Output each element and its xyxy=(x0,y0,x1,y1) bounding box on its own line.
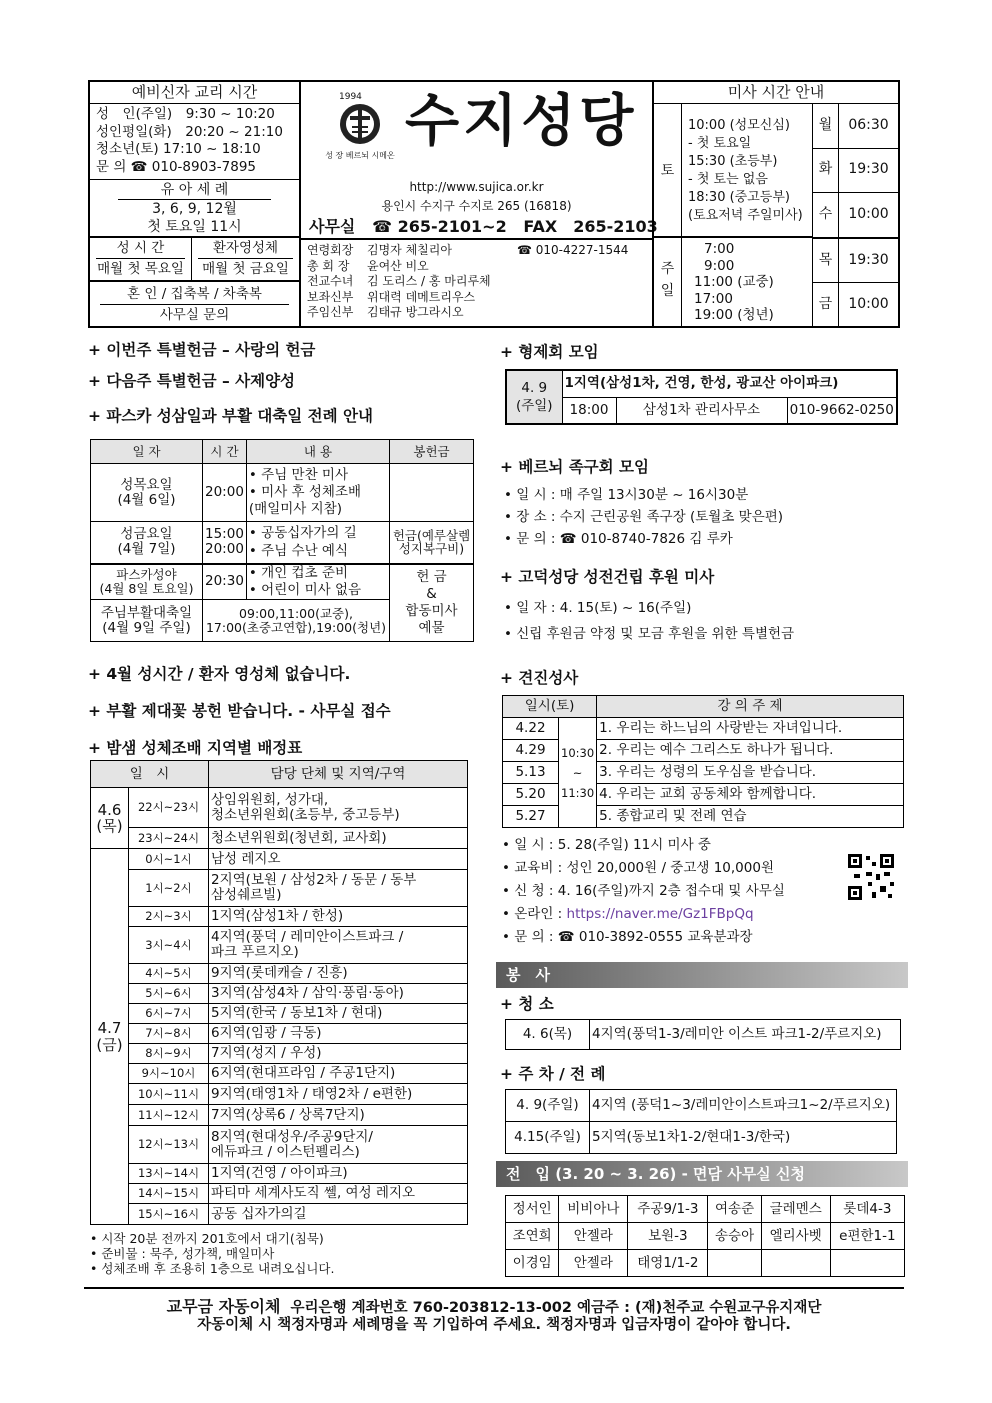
catechumen-lines xyxy=(90,104,299,180)
infant-baptism-when: 첫 토요일 11시 xyxy=(147,219,242,235)
confirmation-title: + 견진성사 xyxy=(500,669,579,687)
easter-title: + 파스카 성삼일과 부활 대축일 전례 안내 xyxy=(88,407,373,425)
sunday-label: 주 일 xyxy=(654,238,682,326)
staff-row: 총 회 장 윤여산 비오 xyxy=(307,258,429,273)
weekday-mass-table: 월 06:30 화 19:30 수 10:00 목 19:30 금 10:00 xyxy=(812,104,898,326)
transfer-row: 이경임 안젤라 태영1/1-2 xyxy=(506,1250,905,1277)
vigil-row: 15시~16시 공동 십자가의길 xyxy=(91,1204,468,1225)
staff-list xyxy=(301,238,652,326)
catechumen-line: 문 의 ☎ 010-8903-7895 xyxy=(96,158,256,175)
vigil-row: 4.6 (목) 22시~23시 상임위원회, 성가대, 청소년위원회(초등부, 중고등부) xyxy=(91,788,468,828)
vigil-row: 14시~15시 파티마 세계사도직 쎌, 여성 레지오 xyxy=(91,1184,468,1204)
office-label: 사무실 xyxy=(309,217,356,236)
brothers-table: 4. 9 (주일) 1지역(삼성1차, 건영, 한성, 광교산 아이파크) 18:00 삼성1차 관리사무소 010-9662-0250 xyxy=(505,369,898,425)
brothers-title: + 형제회 모임 xyxy=(500,343,599,361)
staff-row: 연령회장 김명자 체칠리아 ☎ 010-4227-1544 xyxy=(307,243,629,257)
staff-row: 보좌신부 위대력 데메트리우스 xyxy=(307,289,476,304)
confirmation-table: 일시(토) 강 의 주 제 4.22 10:30 ~ 11:30 1. 우리는 하느님의 사랑받는 자녀입니다. 4.29 2. 우리는 예수 그리스도 하나가 됩니다. 5.13 3. 우리는 성령의 도우심을 받습니다. 5.20 4. 우리는 교회 공동체와 함께합니다. 5.27 5. 종합교리 및 전례 연습 xyxy=(502,695,904,828)
vigil-row: 8시~9시 7지역(성지 / 우성) xyxy=(91,1044,468,1064)
infant-baptism-title: 유 아 세 례 xyxy=(118,181,271,200)
holy-hour-title: 성 시 간 xyxy=(96,238,185,259)
transfer-row: 조연희 안젤라 보원-3 송승아 엘리사벳 e편한1-1 xyxy=(506,1223,905,1250)
vigil-row: 3시~4시 4지역(풍덕 / 레미안이스트파크 / 파크 푸르지오) xyxy=(91,927,468,964)
office-contact xyxy=(309,214,658,237)
sunday-masses: 7:00 9:00 11:00 (교중) 17:00 19:00 (청년) xyxy=(694,241,774,323)
notice-no-holy-hour: + 4월 성시간 / 환자 영성체 없습니다. xyxy=(88,665,351,683)
football-lines: • 일 시 : 매 주일 13시30분 ~ 16시30분 • 장 소 : 수지 근린공원 족구장 (토월초 맞은편) • 문 의 : ☎ 010-8740-7826 김 루카 xyxy=(504,487,784,547)
office-phone: ☎ 265-2101~2 xyxy=(372,217,507,236)
vigil-row: 1시~2시 2지역(보원 / 삼성2차 / 동문 / 동부 삼성쉐르빌) xyxy=(91,870,468,907)
wedding-note: 사무실 문의 xyxy=(159,307,230,323)
vigil-row: 13시~14시 1지역(건영 / 아이파크) xyxy=(91,1164,468,1184)
notice-this-week: + 이번주 특별헌금 – 사랑의 헌금 xyxy=(88,341,316,359)
parish-logo xyxy=(317,92,403,161)
sick-communion-when: 매월 첫 금요일 xyxy=(202,261,289,277)
vigil-row: 11시~12시 7지역(상록6 / 상록7단지) xyxy=(91,1105,468,1126)
wedding-box xyxy=(90,282,299,325)
confirmation-lines: • 일 시 : 5. 28(주일) 11시 미사 중 • 교육비 : 성인 20,000원 / 중고생 10,000원 • 신 청 : 4. 16(주일)까지 2층 접수대 및 사무실 • 온라인 : https://naver.me/Gz1FBpQq • 문 의 : ☎ 010-3892-0555 교육분과장 xyxy=(502,837,785,945)
mass-title: 미사 시간 안내 xyxy=(654,82,898,104)
holy-hour-row xyxy=(90,238,299,282)
qr-code-icon xyxy=(846,852,896,902)
parish-address: 용인시 수지구 수지로 265 (16818) xyxy=(381,199,572,213)
cleaning-title: + 청 소 xyxy=(500,995,554,1013)
notice-next-week: + 다음주 특별헌금 – 사제양성 xyxy=(88,372,296,390)
service-band: 봉 사 xyxy=(496,962,908,988)
schedule-box xyxy=(90,82,301,326)
vigil-row: 4.7 (금) 0시~1시 남성 레지오 xyxy=(91,849,468,870)
godeok-lines: • 일 자 : 4. 15(토) ~ 16(주일) • 신립 후원금 약정 및 모금 후원을 위한 특별헌금 xyxy=(504,600,795,642)
parish-box xyxy=(301,82,658,326)
holy-hour-when: 매월 첫 목요일 xyxy=(97,261,184,277)
vigil-row: 9시~10시 6지역(현대프라임 / 주공1단지) xyxy=(91,1064,468,1084)
staff-row: 전교수녀 김 도리스 / 홍 마리루체 xyxy=(307,274,491,288)
easter-table: 일 자 시 간 내 용 봉헌금 성목요일 (4월 6일) 20:00 • 주님 만찬 미사 • 미사 후 성체조배 (매일미사 지참) 성금요일 (4월 7일) 15:00 20:00 • 공동십자가의 길 • 주님 수난 예식 헌금(예루살렘 성지복구비) 파스카성야 (4월 8일 토요일) 20:30 • 개인 컵초 준비 • 어린이 미사 없음 헌 금 & 합동미사 예물 주님부활대축일 (4월 9일 주일) 09:00,11:00(교중), 17:00(초중고연합),19:00(청년) xyxy=(90,439,474,642)
vigil-row: 6시~7시 5지역(한국 / 동보1차 / 현대) xyxy=(91,1004,468,1024)
infant-baptism-months: 3, 6, 9, 12월 xyxy=(152,201,237,217)
vigil-row: 4시~5시 9지역(롯데캐슬 / 진흥) xyxy=(91,964,468,984)
parish-url[interactable]: http://www.sujica.or.kr xyxy=(409,180,544,194)
catechumen-title: 예비신자 교리 시간 xyxy=(90,82,299,104)
vigil-row: 10시~11시 9지역(태영1차 / 태영2차 / e편한) xyxy=(91,1084,468,1105)
footer-line-1: 교무금 자동이체 우리은행 계좌번호 760-203812-13-002 예금주 : (재)천주교 수원교구유지재단 xyxy=(166,1297,822,1316)
vigil-table: 일 시 담당 단체 및 지역/구역 4.6 (목) 22시~23시 상임위원회, 성가대, 청소년위원회(초등부, 중고등부) 23시~24시 청소년위원회(청년회, 교사회) 4.7 (금) 0시~1시 남성 레지오 1시~2시 2지역(보원 / 삼성2차 / 동문 / 동부 삼성쉐르빌) 2시~3시 1지역(삼성1차 / 한성) 3시~4시 4지역(풍덕 / 레미안이스트파크 / 파크 푸르지오) 4시~5시 9지역(롯데캐슬 / 진흥) 5시~6시 3지역(삼성4차 / 삼익·풍림·동아) 6시~7시 5지역(한국 / 동보1차 / 현대) 7시~8시 6지역(임광 / 극동) 8시~9시 7지역(성지 / 우성) 9시~10시 6지역(현대프라임 / 주공1단지) 10시~11시 9지역(태영1차 / 태영2차 / e편한) 11시~12시 7지역(상록6 / 상록7단지) 12시~13시 8지역(현대성우/주공9단지/ 에듀파크 / 이스턴펠리스) 13시~14시 1지역(건영 / 아이파크) 14시~15시 파티마 세계사도직 쎌, 여성 레지오 15시~16시 공동 십자가의길 xyxy=(90,760,468,1225)
footer-rule xyxy=(84,1287,904,1289)
vigil-row: 5시~6시 3지역(삼성4차 / 삼익·풍림·동아) xyxy=(91,984,468,1004)
godeok-title: + 고덕성당 성전건립 후원 미사 xyxy=(500,568,715,586)
cleaning-table: 4. 6(목) 4지역(풍덕1-3/레미안 이스트 파크1-2/푸르지오) xyxy=(505,1019,901,1050)
vigil-title: + 밤샘 성체조배 지역별 배정표 xyxy=(88,739,303,757)
vigil-row: 12시~13시 8지역(현대성우/주공9단지/ 에듀파크 / 이스턴펠리스) xyxy=(91,1126,468,1164)
catechumen-line: 성인평일(화) 20:20 ~ 21:10 xyxy=(96,123,283,140)
parking-table: 4. 9(주일) 4지역 (풍덕1~3/레미안이스트파크1~2/푸르지오) 4.15(주일) 5지역(동보1차1-2/현대1-3/한국) xyxy=(505,1089,897,1154)
transfer-table xyxy=(505,1195,905,1277)
bulletin-header xyxy=(88,80,900,328)
football-title: + 베르뇌 족구회 모임 xyxy=(500,458,649,476)
parking-title: + 주 차 / 전 례 xyxy=(500,1065,606,1083)
easter-row: 파스카성야 (4월 8일 토요일) 20:30 • 개인 컵초 준비 • 어린이 미사 없음 헌 금 & 합동미사 예물 xyxy=(91,564,474,600)
saturday-label: 토 xyxy=(654,104,682,238)
transfer-band: 전 입 (3. 20 ~ 3. 26) - 면담 사무실 신청 xyxy=(496,1161,908,1187)
wedding-title: 혼 인 / 집축복 / 차축복 xyxy=(100,284,289,305)
mass-times xyxy=(652,82,898,326)
infant-baptism xyxy=(90,180,299,238)
easter-row: 성금요일 (4월 7일) 15:00 20:00 • 공동십자가의 길 • 주님 수난 예식 헌금(예루살렘 성지복구비) xyxy=(91,522,474,564)
vigil-row: 2시~3시 1지역(삼성1차 / 한성) xyxy=(91,907,468,927)
office-fax: FAX 265-2103 xyxy=(523,217,658,236)
logo-motto: 성 장 베르뇌 시메온 xyxy=(325,151,395,160)
saturday-masses: 10:00 (성모신심) - 첫 토요일 15:30 (초등부) - 첫 토는 없음 18:30 (중고등부) (토요저녁 주일미사) xyxy=(682,104,812,238)
catechumen-line: 청소년(토) 17:10 ~ 18:10 xyxy=(96,141,261,157)
catechumen-line: 성 인(주일) 9:30 ~ 10:20 xyxy=(96,106,275,122)
easter-row: 성목요일 (4월 6일) 20:00 • 주님 만찬 미사 • 미사 후 성체조배 (매일미사 지참) xyxy=(91,464,474,522)
transfer-row: 정서인 비비아나 주공9/1-3 여송준 글레멘스 롯데4-3 xyxy=(506,1196,905,1223)
logo-year: 1994 xyxy=(339,92,362,102)
church-logo-icon xyxy=(338,102,382,146)
online-link[interactable]: https://naver.me/Gz1FBpQq xyxy=(566,906,754,922)
vigil-row: 23시~24시 청소년위원회(청년회, 교사회) xyxy=(91,828,468,849)
vigil-notes: • 시작 20분 전까지 201호에서 대기(침묵) • 준비물 : 묵주, 성가책, 매일미사 • 성체조배 후 조용히 1층으로 내려오십니다. xyxy=(90,1231,335,1276)
vigil-row: 7시~8시 6지역(임광 / 극동) xyxy=(91,1024,468,1044)
notice-flowers: + 부활 제대꽃 봉헌 받습니다. - 사무실 접수 xyxy=(88,702,391,720)
sick-communion-title: 환자영성체 xyxy=(198,238,293,259)
footer-line-2: 자동이체 시 책정자명과 세례명을 꼭 기입하여 주세요. 책정자명과 입금자명이 같아야 합니다. xyxy=(197,1317,791,1333)
easter-row: 주님부활대축일 (4월 9일 주일) 09:00,11:00(교중), 17:00(초중고연합),19:00(청년) xyxy=(91,600,474,642)
staff-row: 주임신부 김태규 방그라시오 xyxy=(307,305,464,319)
parish-name: 수지성당 xyxy=(405,89,638,154)
